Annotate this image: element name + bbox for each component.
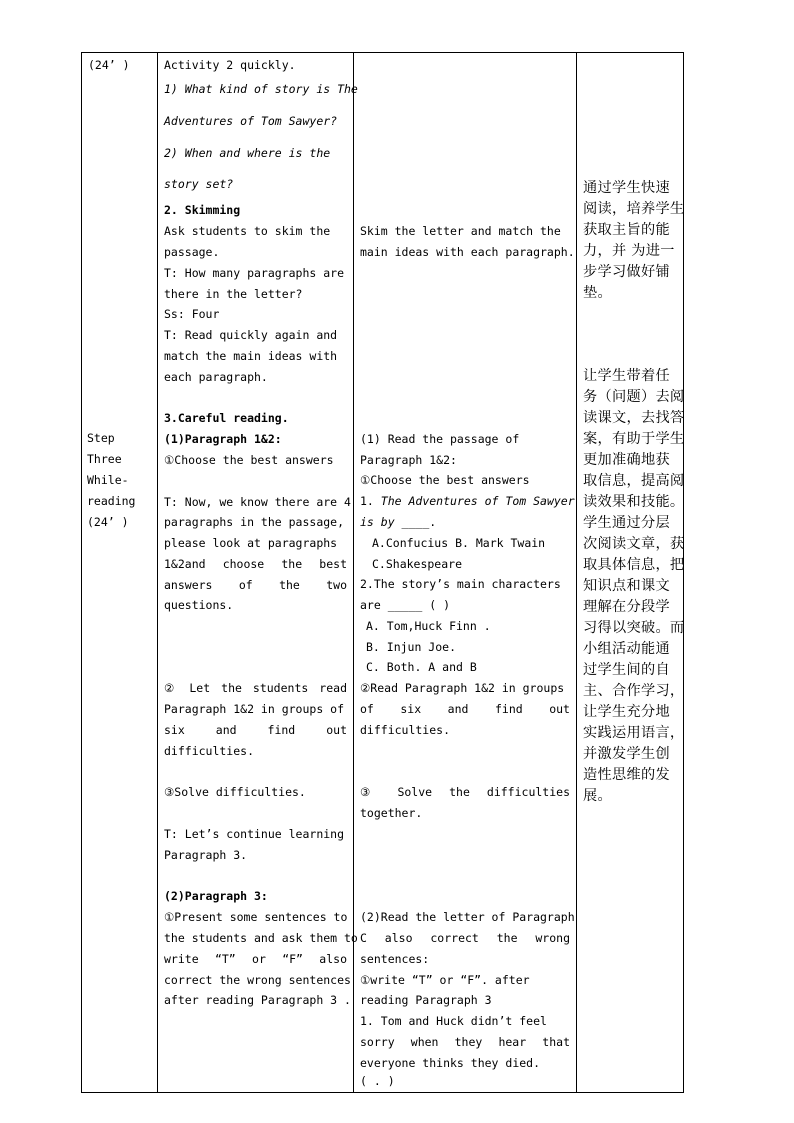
- intent-line: 步学习做好铺: [583, 264, 670, 280]
- text-line: sorry when they hear that: [360, 1035, 570, 1049]
- question-line: Adventures of Tom Sawyer?: [164, 114, 338, 128]
- section-heading: (2)Paragraph 3:: [164, 889, 268, 903]
- intent-line: 并激发学生创: [583, 746, 670, 762]
- intent-line: 知识点和课文: [583, 578, 670, 594]
- text-line: Paragraph 1&2:: [360, 453, 457, 467]
- text-line: T: Let’s continue learning: [164, 827, 345, 841]
- text-line: Activity 2 quickly.: [164, 58, 296, 72]
- intent-line: 主、合作学习，: [583, 683, 685, 699]
- question-line: is by ____.: [360, 515, 437, 529]
- text-line: T: Now, we know there are 4: [164, 495, 351, 509]
- intent-line: 更加准确地获: [583, 452, 670, 468]
- text-line: 1. Tom and Huck didn’t feel: [360, 1014, 547, 1028]
- text-line: 1&2and choose the best: [164, 557, 347, 571]
- text-line: write “T” or “F” also: [164, 952, 347, 966]
- text-line: ①Choose the best answers: [360, 473, 530, 487]
- text-line: correct the wrong sentences: [164, 973, 351, 987]
- question-line: 2) When and where is the: [164, 146, 331, 160]
- time-label: (24’ ): [88, 58, 130, 72]
- text-line: Paragraph 1&2 in groups of: [164, 702, 345, 716]
- intent-line: 读效果和技能。: [583, 494, 685, 510]
- intent-line: 展。: [583, 788, 612, 804]
- intent-line: 让学生充分地: [583, 704, 670, 720]
- text-line: Skim the letter and match the: [360, 224, 561, 238]
- question-line: 1. The Adventures of Tom Sawyer: [360, 494, 575, 508]
- text-line: ③Solve difficulties.: [164, 785, 306, 799]
- text-line: together.: [360, 806, 423, 820]
- intent-line: 小组活动能通: [583, 641, 670, 657]
- section-heading: (1)Paragraph 1&2:: [164, 432, 282, 446]
- step-label: Three: [87, 452, 122, 466]
- intent-line: 学生通过分层: [583, 515, 670, 531]
- step-label: Step: [87, 431, 115, 445]
- option-line: B. Injun Joe.: [366, 640, 457, 654]
- text-line: everyone thinks they died.: [360, 1056, 541, 1070]
- option-line: C.Shakespeare: [372, 557, 463, 571]
- step-label: reading: [87, 494, 136, 508]
- intent-line: 取具体信息，把: [583, 557, 685, 573]
- text-line: answers of the two: [164, 578, 347, 592]
- column-divider: [157, 52, 158, 1093]
- option-line: A. Tom,Huck Finn .: [366, 619, 491, 633]
- question-line: story set?: [164, 177, 234, 191]
- text-line: match the main ideas with: [164, 349, 338, 363]
- text-line: ①write “T” or “F”. after: [360, 973, 530, 987]
- option-line: C. Both. A and B: [366, 660, 477, 674]
- question-line: are _____ ( ): [360, 598, 451, 612]
- option-line: A.Confucius B. Mark Twain: [372, 536, 546, 550]
- answer-blank: ( . ): [360, 1074, 395, 1088]
- intent-line: 过学生间的自: [583, 662, 670, 678]
- text-line: please look at paragraphs: [164, 536, 338, 550]
- text-line: (2)Read the letter of Paragraph: [360, 910, 575, 924]
- section-heading: 3.Careful reading.: [164, 411, 289, 425]
- text-line: Paragraph 3.: [164, 848, 248, 862]
- intent-line: 读课文，去找答: [583, 410, 685, 426]
- intent-line: 务（问题）去阅: [583, 389, 685, 405]
- text-line: passage.: [164, 245, 220, 259]
- text-line: ②Read Paragraph 1&2 in groups: [360, 681, 565, 695]
- intent-line: 次阅读文章，获: [583, 536, 685, 552]
- column-divider: [576, 52, 577, 1093]
- text-line: C also correct the wrong: [360, 931, 570, 945]
- text-line: ③ Solve the difficulties: [360, 785, 570, 799]
- intent-line: 造性思维的发: [583, 767, 670, 783]
- text-line: Ask students to skim the: [164, 224, 331, 238]
- text-line: sentences:: [360, 952, 430, 966]
- text-line: (1) Read the passage of: [360, 432, 520, 446]
- question-line: 2.The story’s main characters: [360, 577, 561, 591]
- intent-line: 阅读，培养学生: [583, 201, 685, 217]
- intent-line: 习得以突破。而: [583, 620, 685, 636]
- text-line: ①Choose the best answers: [164, 453, 334, 467]
- text-line: the students and ask them to: [164, 931, 358, 945]
- text-line: there in the letter?: [164, 287, 303, 301]
- text-line: questions.: [164, 598, 234, 612]
- question-line: 1) What kind of story is The: [164, 82, 358, 96]
- text-line: six and find out: [164, 723, 347, 737]
- text-line: after reading Paragraph 3 .: [164, 993, 351, 1007]
- intent-line: 力，并 为进一: [583, 243, 675, 259]
- text-line: ② Let the students read: [164, 681, 347, 695]
- intent-line: 获取主旨的能: [583, 222, 670, 238]
- text-line: T: Read quickly again and: [164, 328, 338, 342]
- intent-line: 让学生带着任: [583, 368, 670, 384]
- intent-line: 垫。: [583, 285, 612, 301]
- text-line: T: How many paragraphs are: [164, 266, 345, 280]
- intent-line: 取信息，提高阅: [583, 473, 685, 489]
- step-label: While-: [87, 473, 129, 487]
- text-line: paragraphs in the passage,: [164, 515, 345, 529]
- text-line: ①Present some sentences to: [164, 910, 348, 924]
- intent-line: 理解在分段学: [583, 599, 670, 615]
- intent-line: 案，有助于学生: [583, 431, 685, 447]
- text-line: each paragraph.: [164, 370, 268, 384]
- text-line: difficulties.: [164, 744, 255, 758]
- text-line: difficulties.: [360, 723, 451, 737]
- text-line: reading Paragraph 3: [360, 993, 492, 1007]
- intent-line: 实践运用语言，: [583, 725, 685, 741]
- time-label: (24’ ): [87, 515, 129, 529]
- text-line: of six and find out: [360, 702, 570, 716]
- section-heading: 2. Skimming: [164, 203, 241, 217]
- text-line: main ideas with each paragraph.: [360, 245, 575, 259]
- intent-line: 通过学生快速: [583, 180, 670, 196]
- text-line: Ss: Four: [164, 307, 220, 321]
